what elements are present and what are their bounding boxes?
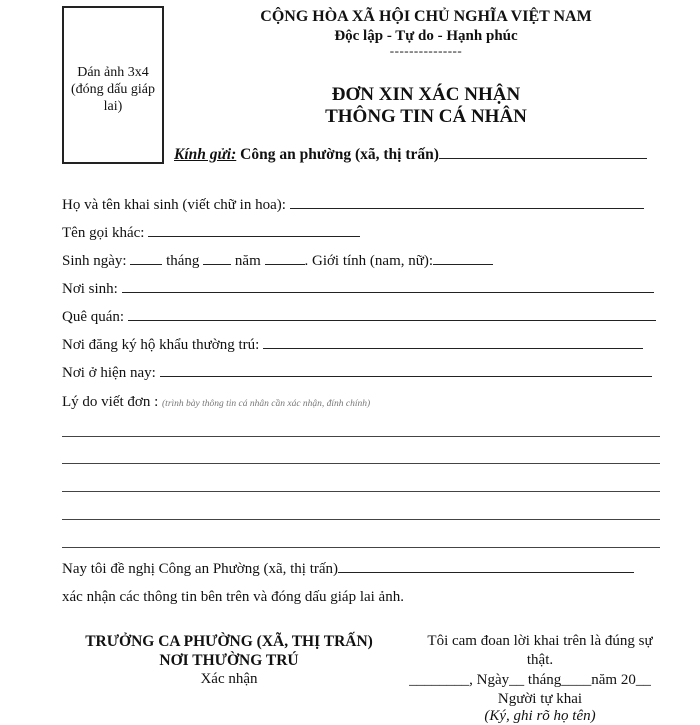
registered-residence-label: Nơi đăng ký hộ khẩu thường trú: [62,337,260,353]
request-line-1: Nay tôi đề nghị Công an Phường (xã, thị trấn) [62,561,339,577]
form-title-line-1: ĐƠN XIN XÁC NHẬN [331,84,521,105]
reason-line-5[interactable] [62,547,660,548]
birthplace-blank[interactable] [122,292,654,293]
pledge-line-2: thật. [526,652,554,668]
reason-line-2[interactable] [62,463,660,464]
reason-line-1[interactable] [62,436,660,437]
gender-blank[interactable] [433,264,493,265]
declarant-label: Người tự khai [497,691,583,707]
current-residence-row [62,365,652,382]
dob-month-label: tháng [166,253,200,269]
date-line[interactable]: ________, Ngày__ tháng____năm 20__ [409,672,651,688]
dob-gender-row [62,253,493,270]
authority-title-1: TRƯỞNG CA PHƯỜNG (XÃ, THỊ TRẤN) [85,633,373,650]
dob-month-blank[interactable] [203,264,231,265]
authority-confirm: Xác nhận [200,671,258,687]
full-name-label: Họ và tên khai sinh (viết chữ in hoa): [62,197,286,213]
registered-residence-blank[interactable] [263,348,643,349]
other-name-label: Tên gọi khác: [62,225,145,241]
dob-day-blank[interactable] [130,264,162,265]
reason-line-4[interactable] [62,519,660,520]
request-line-2: xác nhận các thông tin bên trên và đóng dấu giáp lai ảnh. [62,589,404,605]
reason-line-3[interactable] [62,491,660,492]
photo-line-2: (đóng dấu giáp [71,82,155,97]
full-name-row [62,197,644,214]
other-name-row [62,225,360,242]
current-residence-label: Nơi ở hiện nay: [62,365,156,381]
gender-label: . Giới tính (nam, nữ): [304,253,434,269]
dob-year-label: năm [234,253,261,269]
current-residence-blank[interactable] [160,376,652,377]
reason-label: Lý do viết đơn : [62,394,159,410]
hometown-label: Quê quán: [62,309,125,325]
reason-hint: (trình bày thông tin cá nhân cần xác nhận, đính chính) [162,399,371,409]
header-divider: --------------- [389,43,463,58]
form-title-line-2: THÔNG TIN CÁ NHÂN [325,106,527,127]
registered-residence-row [62,337,643,354]
recipient-row [174,146,647,164]
country-name: CỘNG HÒA XÃ HỘI CHỦ NGHĨA VIỆT NAM [260,8,592,25]
request-blank[interactable] [338,572,634,573]
photo-placeholder-box [62,6,164,164]
recipient-blank[interactable] [439,158,647,159]
birthplace-row [62,281,654,298]
recipient-label: Kính gửi: [174,146,237,163]
photo-line-3: lai) [103,99,123,114]
full-name-blank[interactable] [290,208,644,209]
reason-row [62,394,370,411]
photo-line-1: Dán ảnh 3x4 [77,65,149,80]
hometown-row [62,309,656,326]
authority-title-2: NƠI THƯỜNG TRÚ [159,652,299,669]
hometown-blank[interactable] [128,320,656,321]
dob-year-blank[interactable] [265,264,305,265]
recipient-text: Công an phường (xã, thị trấn) [240,146,439,163]
other-name-blank[interactable] [148,236,360,237]
sign-note: (Ký, ghi rõ họ tên) [484,708,596,724]
birthplace-label: Nơi sinh: [62,281,118,297]
request-row-1 [62,561,634,578]
photo-instructions [64,64,162,115]
pledge-line-1: Tôi cam đoan lời khai trên là đúng sự [427,633,653,649]
dob-label: Sinh ngày: [62,253,127,269]
national-motto: Độc lập - Tự do - Hạnh phúc [334,28,518,44]
